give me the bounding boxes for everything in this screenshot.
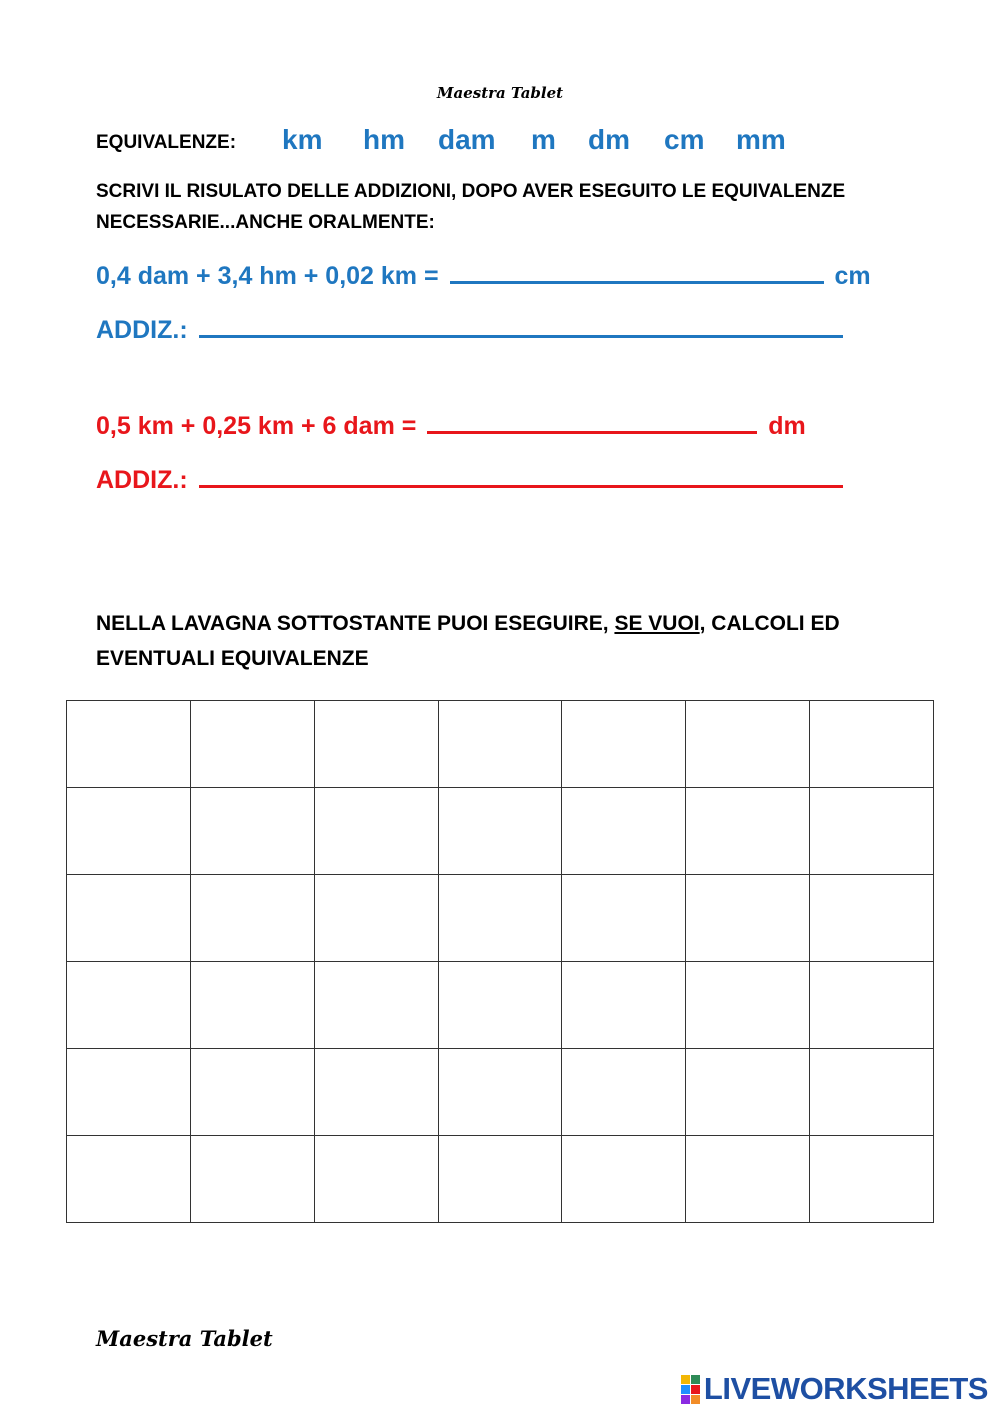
- liveworksheets-logo-text: LIVEWORKSHEETS: [703, 1371, 988, 1406]
- exercise-2-expression: 0,5 km + 0,25 km + 6 dam =: [96, 412, 417, 440]
- blackboard-text-after: , CALCOLI ED: [699, 612, 840, 635]
- grid-cell[interactable]: [686, 788, 810, 875]
- grid-cell[interactable]: [190, 962, 314, 1049]
- grid-cell[interactable]: [686, 875, 810, 962]
- grid-cell[interactable]: [810, 1136, 934, 1223]
- grid-cell[interactable]: [686, 1049, 810, 1136]
- grid-cell[interactable]: [562, 1136, 686, 1223]
- blackboard-text-before: NELLA LAVAGNA SOTTOSTANTE PUOI ESEGUIRE,: [96, 612, 609, 635]
- blackboard-grid[interactable]: [66, 700, 934, 1223]
- grid-cell[interactable]: [686, 962, 810, 1049]
- grid-row: [67, 962, 934, 1049]
- grid-cell[interactable]: [438, 1136, 562, 1223]
- logo-square: [691, 1395, 700, 1404]
- grid-cell[interactable]: [438, 875, 562, 962]
- grid-row: [67, 1049, 934, 1136]
- grid-cell[interactable]: [810, 788, 934, 875]
- blackboard-instruction-line-1: [96, 612, 840, 636]
- grid-cell[interactable]: [686, 701, 810, 788]
- exercise-2-unit: dm: [768, 412, 806, 440]
- grid-cell[interactable]: [438, 962, 562, 1049]
- exercise-1-equation: [96, 257, 871, 291]
- grid-cell[interactable]: [438, 788, 562, 875]
- grid-cell[interactable]: [67, 962, 191, 1049]
- grid-cell[interactable]: [562, 962, 686, 1049]
- grid-cell[interactable]: [67, 1136, 191, 1223]
- exercise-2-equation: [96, 407, 806, 441]
- exercise-1-expression: 0,4 dam + 3,4 hm + 0,02 km =: [96, 262, 439, 290]
- unit-km: km: [282, 124, 323, 155]
- unit-dam: dam: [438, 124, 496, 155]
- grid-cell[interactable]: [190, 1049, 314, 1136]
- grid-row: [67, 1136, 934, 1223]
- grid-cell[interactable]: [314, 1049, 438, 1136]
- logo-square: [691, 1385, 700, 1394]
- logo-square: [681, 1395, 690, 1404]
- exercise-1-unit: cm: [834, 262, 871, 290]
- exercise-2-answer-blank[interactable]: [427, 407, 757, 434]
- header-brand: Maestra Tablet: [436, 84, 564, 102]
- grid-cell[interactable]: [190, 788, 314, 875]
- logo-square: [681, 1385, 690, 1394]
- grid-cell[interactable]: [314, 962, 438, 1049]
- grid-cell[interactable]: [438, 1049, 562, 1136]
- unit-mm: mm: [736, 124, 786, 155]
- grid-cell[interactable]: [190, 875, 314, 962]
- grid-cell[interactable]: [438, 701, 562, 788]
- unit-m: m: [531, 124, 556, 155]
- grid-cell[interactable]: [810, 875, 934, 962]
- exercise-2-addiz-row: [96, 461, 847, 495]
- footer-brand: Maestra Tablet: [96, 1326, 273, 1351]
- grid-cell[interactable]: [190, 701, 314, 788]
- grid-cell[interactable]: [314, 788, 438, 875]
- grid-cell[interactable]: [314, 1136, 438, 1223]
- grid-cell[interactable]: [314, 701, 438, 788]
- grid-cell[interactable]: [67, 701, 191, 788]
- grid-cell[interactable]: [190, 1136, 314, 1223]
- grid-row: [67, 788, 934, 875]
- grid-cell[interactable]: [810, 701, 934, 788]
- grid-cell[interactable]: [314, 875, 438, 962]
- grid-row: [67, 701, 934, 788]
- grid-cell[interactable]: [686, 1136, 810, 1223]
- grid-cell[interactable]: [562, 1049, 686, 1136]
- unit-hm: hm: [363, 124, 405, 155]
- blackboard-instruction-line-2: EVENTUALI EQUIVALENZE: [96, 647, 369, 670]
- unit-dm: dm: [588, 124, 630, 155]
- grid-cell[interactable]: [562, 701, 686, 788]
- exercise-2-addiz-blank[interactable]: [199, 461, 843, 488]
- grid-cell[interactable]: [562, 875, 686, 962]
- exercise-1-addiz-row: [96, 311, 847, 345]
- grid-cell[interactable]: [810, 962, 934, 1049]
- instruction-line-2: NECESSARIE...ANCHE ORALMENTE:: [96, 212, 435, 233]
- grid-cell[interactable]: [810, 1049, 934, 1136]
- exercise-2-addiz-label: ADDIZ.:: [96, 466, 188, 494]
- exercise-1-addiz-label: ADDIZ.:: [96, 316, 188, 344]
- equivalenze-label: EQUIVALENZE:: [96, 132, 237, 153]
- grid-cell[interactable]: [67, 788, 191, 875]
- liveworksheets-icon: [681, 1375, 700, 1404]
- instruction-line-1: SCRIVI IL RISULATO DELLE ADDIZIONI, DOPO AVER ESEGUITO LE EQUIVALENZE: [96, 181, 846, 202]
- unit-cm: cm: [664, 124, 705, 155]
- blackboard-text-underlined: SE VUOI: [614, 612, 700, 635]
- grid-cell[interactable]: [67, 875, 191, 962]
- exercise-1-addiz-blank[interactable]: [199, 311, 843, 338]
- logo-square: [691, 1375, 700, 1384]
- grid-row: [67, 875, 934, 962]
- logo-square: [681, 1375, 690, 1384]
- grid-cell[interactable]: [562, 788, 686, 875]
- liveworksheets-logo: [681, 1372, 988, 1406]
- grid-cell[interactable]: [67, 1049, 191, 1136]
- exercise-1-answer-blank[interactable]: [450, 257, 824, 284]
